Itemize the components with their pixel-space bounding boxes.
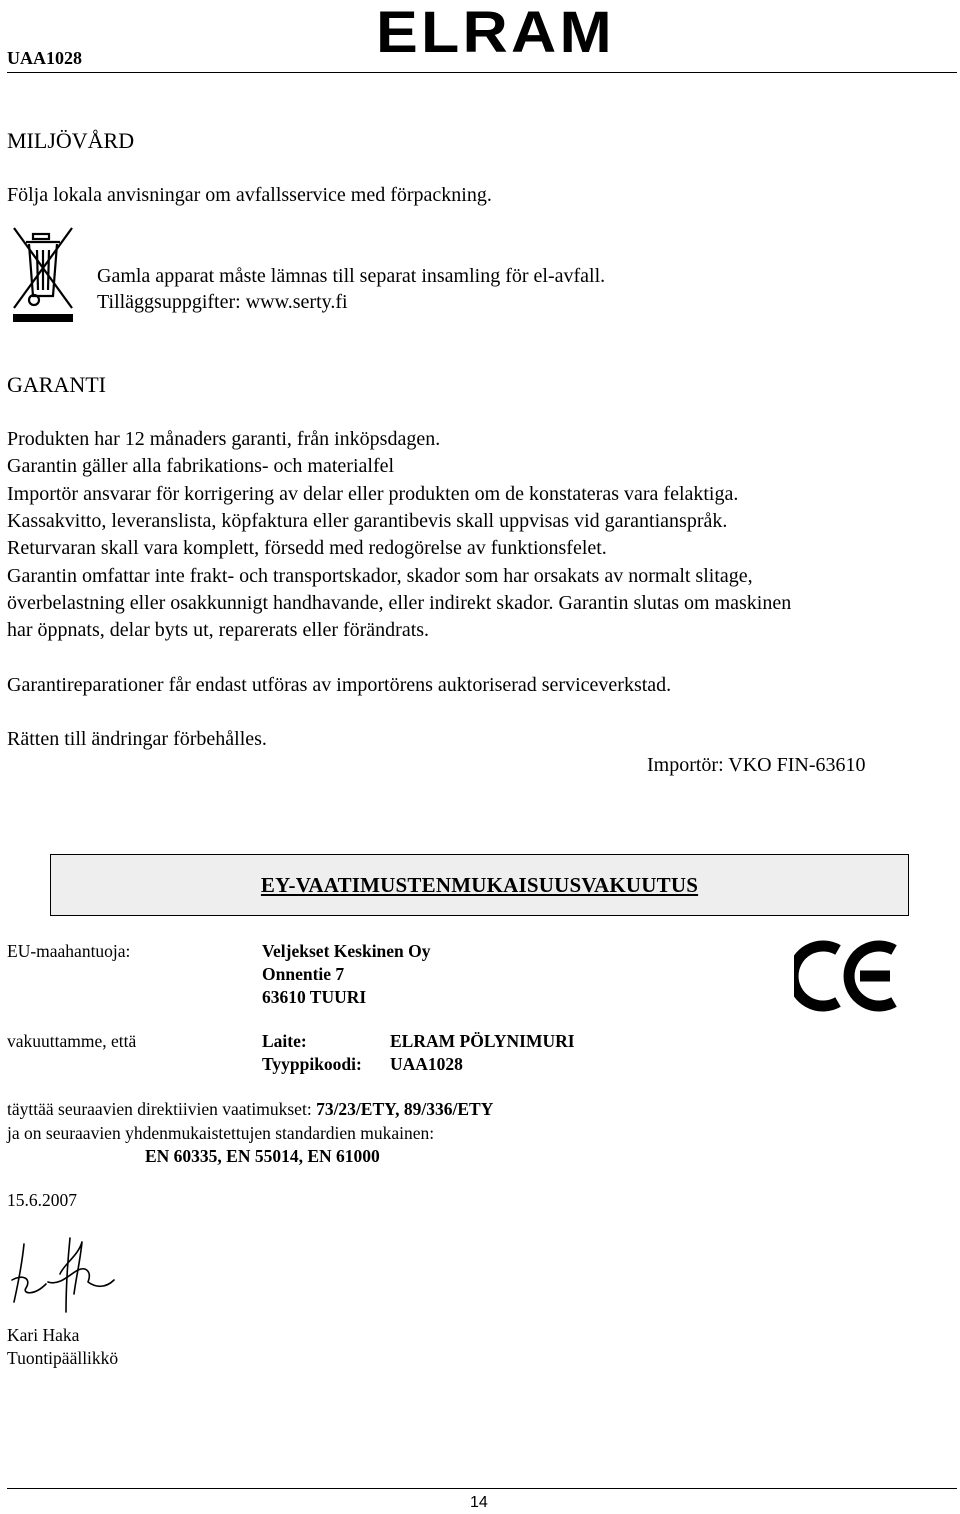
garanti-line: Produkten har 12 månaders garanti, från inköpsdagen. [7,428,441,450]
section-title-miljovard: MILJÖVÅRD [7,128,135,153]
garanti-line: Returvaran skall vara komplett, försedd med redogörelse av funktionsfelet. [7,537,607,559]
directives-line [7,1098,493,1120]
standards-list: EN 60335, EN 55014, EN 61000 [145,1146,380,1166]
directives-list: 73/23/ETY, 89/336/ETY [316,1099,494,1119]
eu-importer-label: EU-maahantuoja: [7,941,131,961]
declaration-title: EY-VAATIMUSTENMUKAISUUSVAKUUTUS [260,872,699,897]
type-code-value: UAA1028 [390,1054,463,1074]
type-code-label: Tyyppikoodi: [262,1054,362,1074]
garanti-line: överbelastning eller osakkunnigt handhavande, eller indirekt skador. Garantin slutas om maskinen [7,592,792,614]
garanti-line: har öppnats, delar byts ut, reparerats eller förändrats. [7,619,430,641]
device-value: ELRAM PÖLYNIMURI [390,1031,575,1051]
section-title-garanti: GARANTI [7,372,106,397]
garanti-line: Garantin omfattar inte frakt- och transportskador, skador som har orsakats av normalt slitage, [7,565,753,587]
garanti-line: Kassakvitto, leveranslista, köpfaktura eller garantibevis skall uppvisas vid garantianspråk. [7,510,728,532]
importer-company: Veljekset Keskinen Oy [262,941,431,961]
miljovard-intro: Följa lokala anvisningar om avfallsservice med förpackning. [7,184,492,206]
weee-text-line-1: Gamla apparat måste lämnas till separat insamling för el-avfall. [97,265,606,287]
importer-line: Importör: VKO FIN-63610 [647,754,866,776]
document-model-code: UAA1028 [7,48,82,68]
header-divider [7,72,957,73]
declaration-title-box [50,854,909,916]
device-label: Laite: [262,1031,307,1051]
ce-mark-icon [794,938,898,1014]
garanti-repairs-note: Garantireparationer får endast utföras av importörens auktoriserad serviceverkstad. [7,674,672,696]
directives-prefix: täyttää seuraavien direktiivien vaatimukset: [7,1099,317,1119]
page-number: 14 [470,1494,488,1511]
weee-text-line-2: Tilläggsuppgifter: www.serty.fi [97,291,348,313]
garanti-line: Garantin gäller alla fabrikations- och materialfel [7,455,395,477]
declare-label: vakuuttamme, että [7,1031,137,1051]
importer-street: Onnentie 7 [262,964,345,984]
standards-intro: ja on seuraavien yhdenmukaistettujen standardien mukainen: [7,1123,435,1143]
brand-logo: ELRAM [376,0,615,65]
weee-crossed-bin-icon [10,224,76,324]
rights-reserved-note: Rätten till ändringar förbehålles. [7,728,267,750]
garanti-line: Importör ansvarar för korrigering av delar eller produkten om de konstateras vara felaktiga. [7,483,739,505]
importer-city: 63610 TUURI [262,987,367,1007]
signature-image [8,1234,118,1316]
signer-title: Tuontipäällikkö [7,1348,119,1368]
footer-divider [7,1488,957,1489]
declaration-date: 15.6.2007 [7,1190,77,1210]
signer-name: Kari Haka [7,1325,80,1345]
